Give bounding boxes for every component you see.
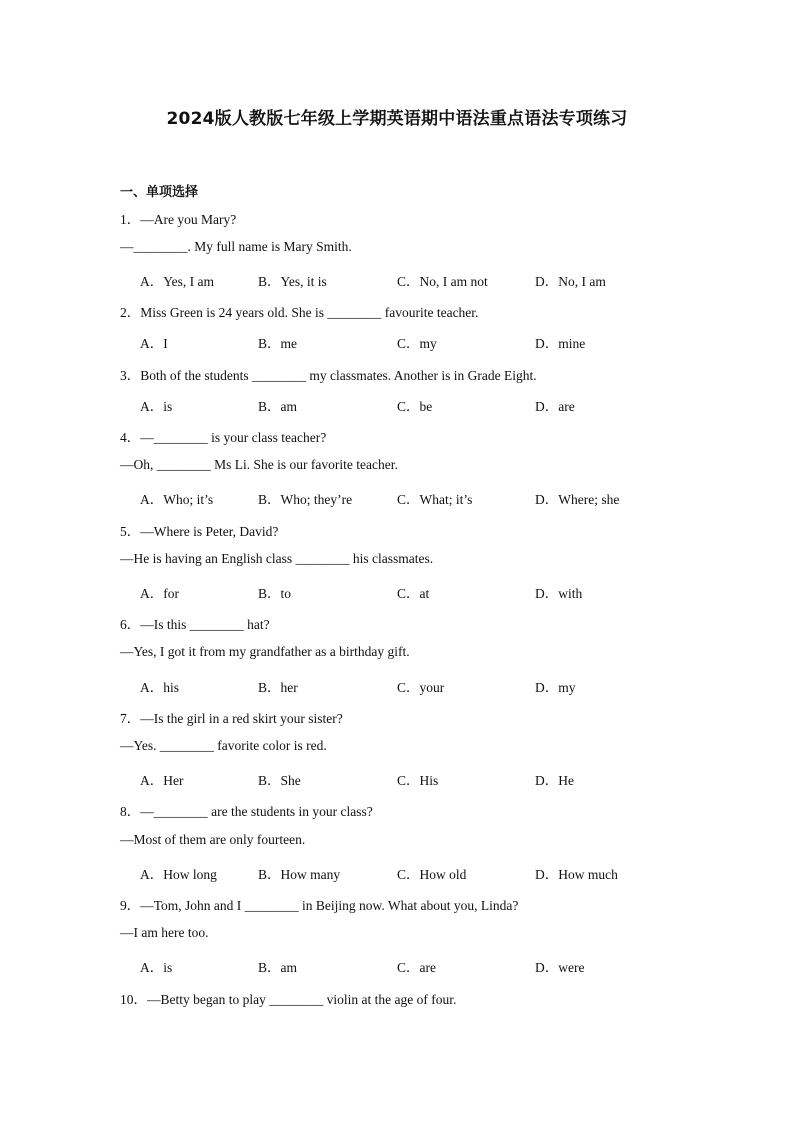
option-d: D．are: [535, 399, 575, 414]
question-8-line-1: 8．—________ are the students in your class?: [120, 804, 373, 819]
question-6-line-2: —Yes, I got it from my grandfather as a birthday gift.: [120, 644, 410, 659]
question-5-line-1: 5．—Where is Peter, David?: [120, 524, 279, 539]
option-d: D．mine: [535, 336, 586, 351]
option-b: B．am: [258, 960, 297, 975]
option-c: C．How old: [397, 867, 467, 882]
option-b: B．She: [258, 773, 301, 788]
option-b: B．Yes, it is: [258, 274, 327, 289]
question-1-line-1: 1．—Are you Mary?: [120, 212, 237, 227]
option-c: C．are: [397, 960, 436, 975]
question-5-line-2: —He is having an English class ________ his classmates.: [120, 551, 434, 566]
option-b: B．me: [258, 336, 297, 351]
option-a: A．is: [140, 399, 173, 414]
option-b: B．How many: [258, 867, 341, 882]
option-a: A．for: [140, 586, 179, 601]
option-b: B．to: [258, 586, 292, 601]
question-5-options: [140, 582, 700, 600]
option-d: D．How much: [535, 867, 618, 882]
section-heading: 一、单项选择: [120, 185, 199, 200]
question-7-line-1: 7．—Is the girl in a red skirt your sister?: [120, 711, 343, 726]
option-a: A．Her: [140, 773, 184, 788]
option-c: C．No, I am not: [397, 274, 488, 289]
page-title: 2024版人教版七年级上学期英语期中语法重点语法专项练习: [166, 109, 628, 129]
question-6-options: [140, 676, 700, 694]
option-d: D．He: [535, 773, 574, 788]
option-c: C．your: [397, 680, 445, 695]
question-9-line-2: —I am here too.: [120, 925, 209, 940]
question-6-line-1: 6．—Is this ________ hat?: [120, 617, 270, 632]
option-a: A．Yes, I am: [140, 274, 215, 289]
question-3-options: [140, 395, 700, 413]
option-d: D．my: [535, 680, 576, 695]
option-d: D．No, I am: [535, 274, 606, 289]
option-b: B．Who; they’re: [258, 492, 353, 507]
option-c: C．be: [397, 399, 433, 414]
option-a: A．Who; it’s: [140, 492, 214, 507]
option-c: C．What; it’s: [397, 492, 473, 507]
question-2-options: [140, 332, 700, 350]
question-4-line-1: 4．—________ is your class teacher?: [120, 430, 327, 445]
question-9-line-1: 9．—Tom, John and I ________ in Beijing now. What about you, Linda?: [120, 898, 519, 913]
question-1-options: [140, 270, 700, 288]
option-a: A．How long: [140, 867, 217, 882]
option-d: D．Where; she: [535, 492, 620, 507]
question-2-line-1: 2．Miss Green is 24 years old. She is ________ favourite teacher.: [120, 305, 479, 320]
option-d: D．were: [535, 960, 585, 975]
question-1-line-2: —________. My full name is Mary Smith.: [120, 239, 352, 254]
question-4-options: [140, 488, 700, 506]
option-b: B．her: [258, 680, 298, 695]
question-10-line-1: 10．—Betty began to play ________ violin at the age of four.: [120, 992, 457, 1007]
question-7-options: [140, 769, 700, 787]
option-a: A．is: [140, 960, 173, 975]
question-7-line-2: —Yes. ________ favorite color is red.: [120, 738, 327, 753]
option-c: C．at: [397, 586, 430, 601]
question-3-line-1: 3．Both of the students ________ my classmates. Another is in Grade Eight.: [120, 368, 537, 383]
option-c: C．my: [397, 336, 437, 351]
option-a: A．his: [140, 680, 180, 695]
question-8-options: [140, 863, 700, 881]
option-a: A．I: [140, 336, 168, 351]
question-4-line-2: —Oh, ________ Ms Li. She is our favorite teacher.: [120, 457, 398, 472]
option-d: D．with: [535, 586, 583, 601]
option-c: C．His: [397, 773, 439, 788]
question-8-line-2: —Most of them are only fourteen.: [120, 832, 306, 847]
option-b: B．am: [258, 399, 297, 414]
question-9-options: [140, 956, 700, 974]
